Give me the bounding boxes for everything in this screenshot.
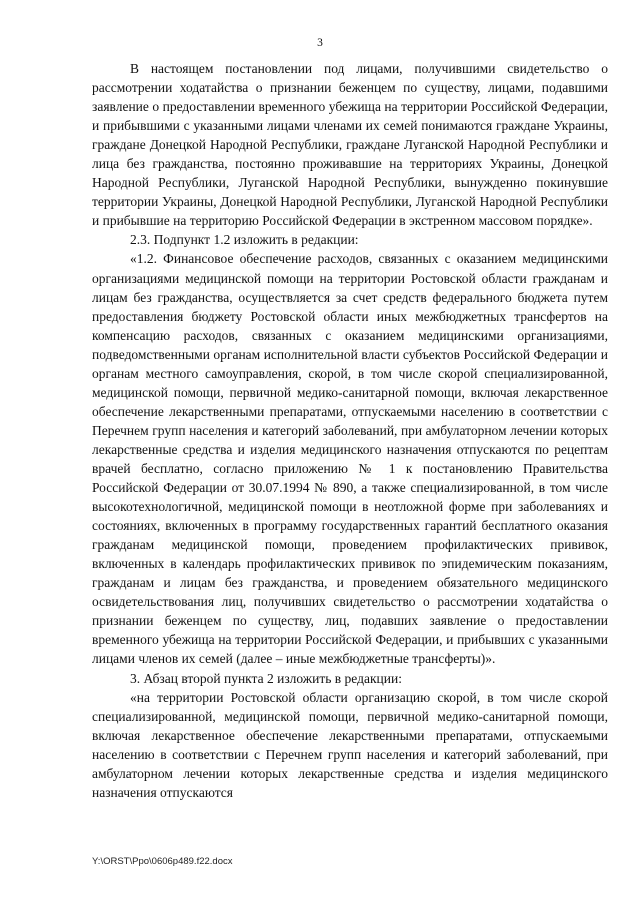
document-body (92, 59, 608, 802)
paragraph-definition: В настоящем постановлении под лицами, получившими свидетельство о рассмотрении ходатайства о признании беженцем по существу, лицами, подавшими заявление о предоставлении временного убежища на территории Российской Федерации, и прибывшими с указанными лицами членами их семей понимаются граждане Украины, граждане Донецкой Народной Республики, граждане Луганской Народной Республики и лица без гражданства, постоянно проживавшие на территориях Украины, Донецкой Народной Республики, Луганской Народной Республики, вынужденно покинувшие территории Украины, Донецкой Народной Республики, Луганской Народной Республики и прибывшие на территорию Российской Федерации в экстренном массовом порядке». (92, 61, 608, 229)
page-number: 3 (317, 37, 323, 49)
paragraph-item-3: 3. Абзац второй пункта 2 изложить в редакции: (130, 670, 402, 686)
paragraph-quote-start: «на территории Ростовской области организацию скорой, в том числе скорой специализированной, медицинской помощи, первичной медико-санитарной помощи, включая лекарственное обеспечение лекарственными препаратами, отпускаемыми населению в соответствии с Перечнем групп населения и категорий заболеваний, при амбулаторном лечении которых лекарственные средства и изделия медицинского назначения отпускаются (92, 689, 608, 800)
paragraph-item-2-3: 2.3. Подпункт 1.2 изложить в редакции: (130, 232, 359, 248)
footer-file-path: Y:\ORST\Ppo\0606p489.f22.docx (92, 856, 233, 867)
paragraph-subitem-1-2: «1.2. Финансовое обеспечение расходов, связанных с оказанием медицинскими организациями медицинской помощи на территории Ростовской области гражданам и лицам без гражданства, осуществляется за счет средств федерального бюджета путем предоставления бюджету Ростовской области иных межбюджетных трансфертов на компенсацию расходов, связанных с оказанием медицинскими организациями, подведомственными органам исполнительной власти субъектов Российской Федерации и органам местного самоуправления, скорой, в том числе скорой специализированной, медицинской помощи, первичной медико-санитарной помощи, включая лекарственное обеспечение лекарственными препаратами, отпускаемыми населению в соответствии с Перечнем групп населения и категорий заболеваний, при амбулаторном лечении которых лекарственные средства и изделия медицинского назначения отпускаются по рецептам врачей бесплатно, согласно приложению № 1 к постановлению Правительства Российской Федерации от 30.07.1994 № 890, а также специализированной, в том числе высокотехнологичной, медицинской помощи в неотложной форме при заболеваниях и состояниях, включенных в программу государственных гарантий бесплатного оказания гражданам медицинской помощи, проведением профилактических прививок, включенных в календарь профилактических прививок по эпидемическим показаниям, гражданам и лицам без гражданства, и проведением обязательного медицинского освидетельствования лиц, получивших свидетельство о рассмотрении ходатайства о признании беженцем по существу, лиц, подавших заявление о предоставлении временного убежища на территории Российской Федерации, и прибывших с указанными лицами членов их семей (далее – иные межбюджетные трансферты)». (92, 251, 608, 667)
